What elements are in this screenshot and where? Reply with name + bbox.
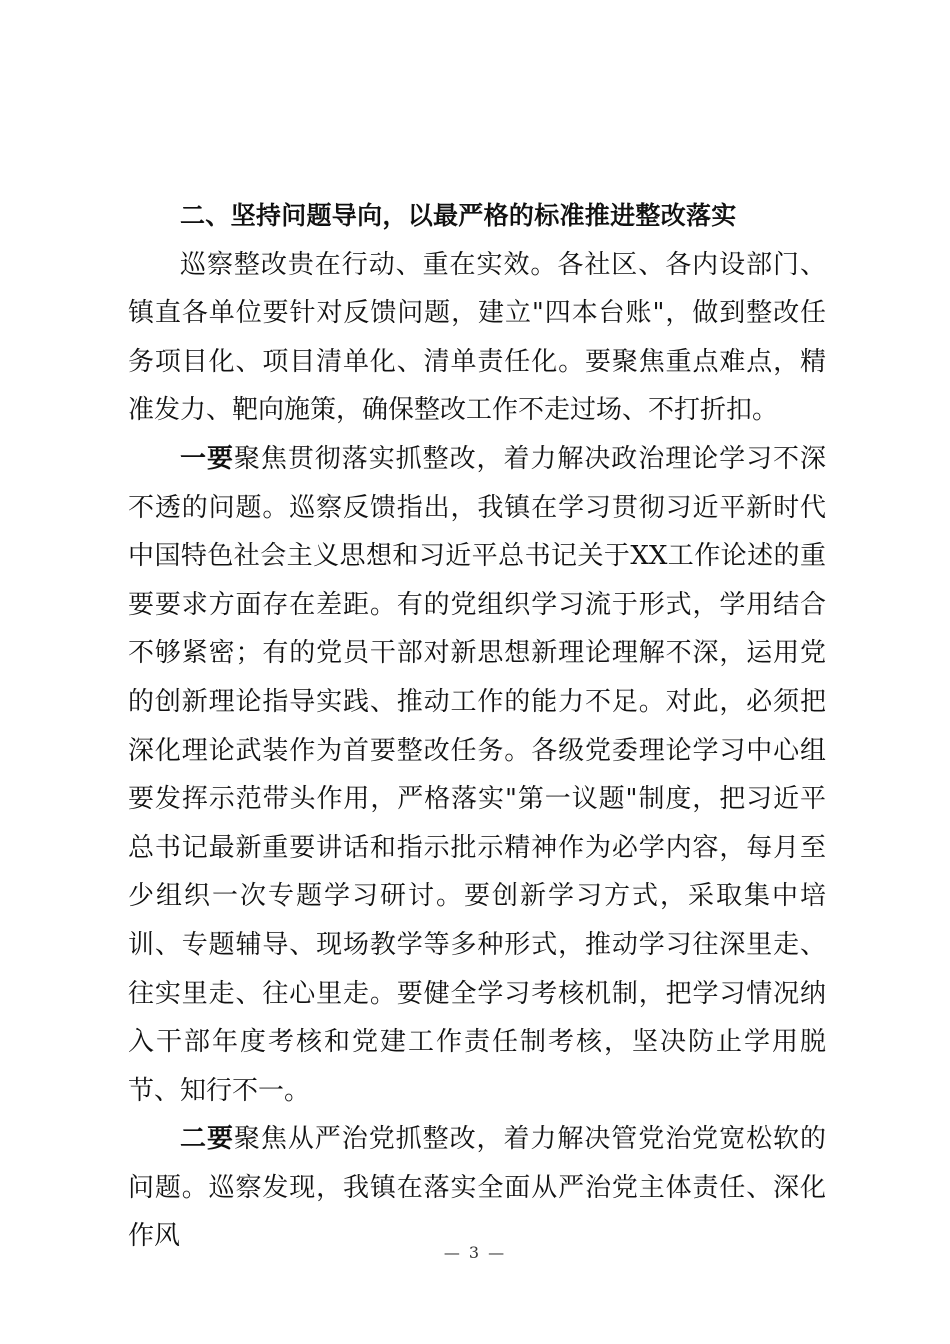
paragraph-text: 聚焦从严治党抓整改，着力解决管党治党宽松软的问题。巡察发现，我镇在落实全面从严治党主体责任、深化作风: [128, 1124, 826, 1252]
paragraph-lead: 一要: [180, 443, 234, 474]
paragraph-text: 巡察整改贵在行动、重在实效。各社区、各内设部门、镇直各单位要针对反馈问题，建立"四本台账"，做到整改任务项目化、项目清单化、清单责任化。要聚焦重点难点，精准发力、靶向施策，确保整改工作不走过场、不打折扣。: [128, 249, 826, 426]
paragraph-second-requirement: [128, 1115, 826, 1261]
page-number: — 3 —: [443, 1243, 507, 1262]
paragraph-first-requirement: [128, 435, 826, 1115]
paragraph-text: 聚焦贯彻落实抓整改，着力解决政治理论学习不深不透的问题。巡察反馈指出，我镇在学习贯彻习近平新时代中国特色社会主义思想和习近平总书记关于XX工作论述的重要要求方面存在差距。有的党组织学习流于形式，学用结合不够紧密；有的党员干部对新思想新理论理解不深，运用党的创新理论指导实践、推动工作的能力不足。对此，必须把深化理论武装作为首要整改任务。各级党委理论学习中心组要发挥示范带头作用，严格落实"第一议题"制度，把习近平总书记最新重要讲话和指示批示精神作为必学内容，每月至少组织一次专题学习研讨。要创新学习方式，采取集中培训、专题辅导、现场教学等多种形式，推动学习往深里走、往实里走、往心里走。要健全学习考核机制，把学习情况纳入干部年度考核和党建工作责任制考核，坚决防止学用脱节、知行不一。: [128, 443, 826, 1106]
document-body: [128, 192, 826, 1261]
paragraph-lead: 二要: [180, 1124, 234, 1155]
paragraph-intro: [128, 241, 826, 435]
section-heading: 二、坚持问题导向，以最严格的标准推进整改落实: [180, 201, 737, 230]
